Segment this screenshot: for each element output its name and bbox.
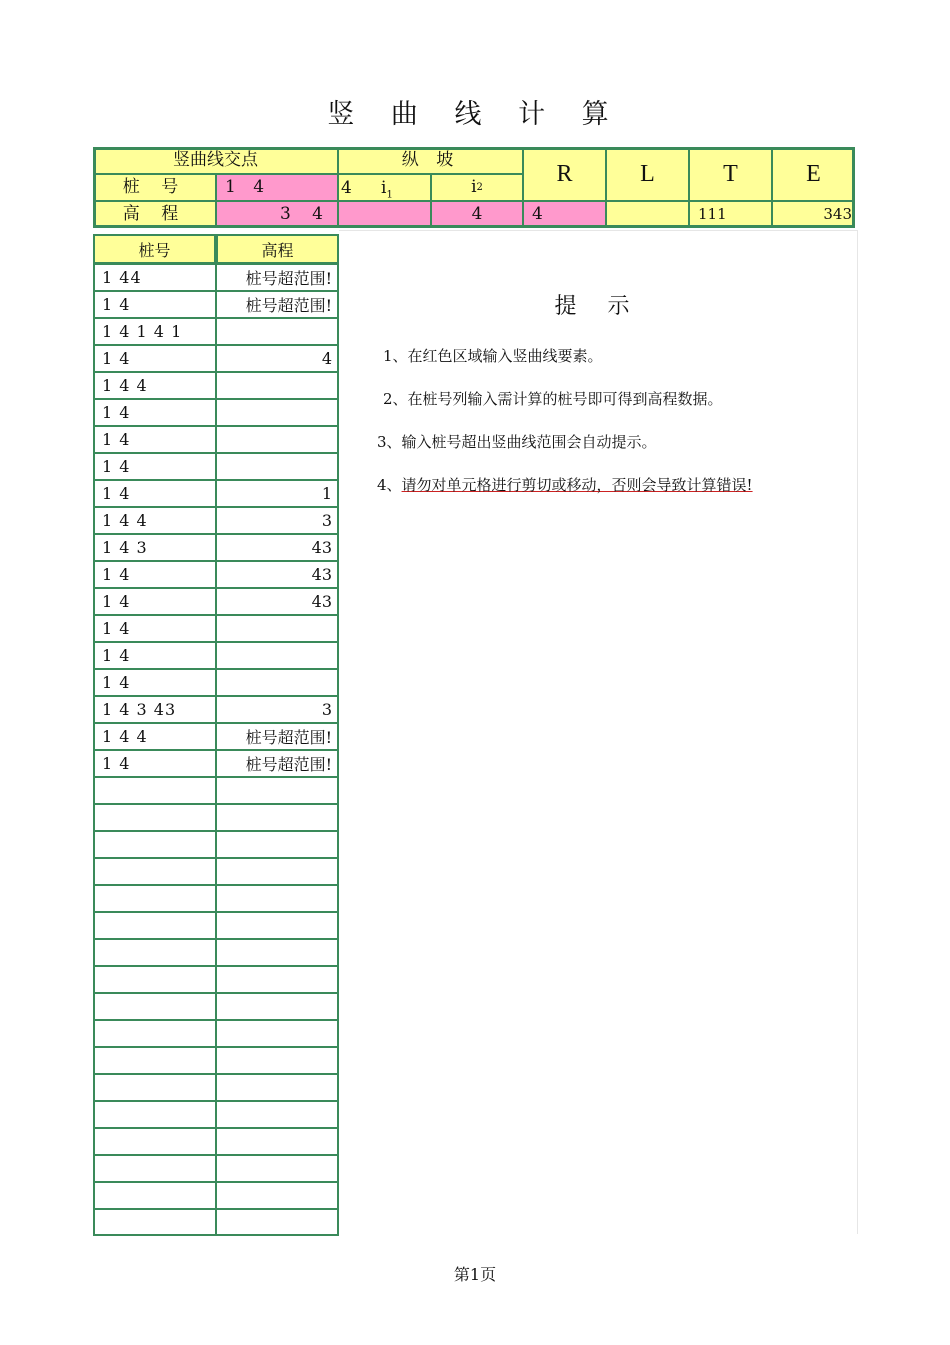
elevation-cell [216, 1101, 339, 1128]
elevation-cell: 43 [216, 561, 339, 588]
elevation-cell [216, 912, 339, 939]
stake-cell[interactable] [93, 1020, 216, 1047]
elevation-cell: 43 [216, 588, 339, 615]
elevation-cell [216, 1047, 339, 1074]
elevation-cell [216, 966, 339, 993]
i2-input[interactable]: 4 [431, 201, 523, 228]
tip-item-3: 3、输入桩号超出竖曲线范围会自动提示。 [377, 433, 657, 451]
E-value: 343 [772, 201, 855, 228]
elevation-cell: 桩号超范围! [216, 723, 339, 750]
stake-cell[interactable] [93, 1074, 216, 1101]
stake-cell[interactable]: 1 4 1 4 1 [93, 318, 216, 345]
stake-cell[interactable]: 1 4 [93, 426, 216, 453]
elevation-cell: 43 [216, 534, 339, 561]
elevation-cell [216, 993, 339, 1020]
tip-warning-text: 请勿对单元格进行剪切或移动，否则会导致计算错误! [401, 476, 753, 494]
elevation-cell [216, 615, 339, 642]
stake-cell[interactable]: 1 44 [93, 264, 216, 291]
elev-label: 高 程 [93, 201, 216, 228]
elevation-cell [216, 669, 339, 696]
elevation-cell [216, 885, 339, 912]
stake-cell[interactable] [93, 939, 216, 966]
stake-cell[interactable] [93, 885, 216, 912]
intersection-label: 竖曲线交点 [93, 147, 338, 174]
elevation-cell [216, 318, 339, 345]
i1-cell [338, 174, 431, 201]
stake-cell[interactable] [93, 858, 216, 885]
elevation-cell [216, 426, 339, 453]
stake-cell[interactable]: 1 4 [93, 291, 216, 318]
stake-cell[interactable] [93, 831, 216, 858]
stake-cell[interactable] [93, 966, 216, 993]
elevation-cell: 1 [216, 480, 339, 507]
stake-cell[interactable]: 1 4 4 [93, 507, 216, 534]
tips-title: 提 示 [554, 294, 642, 319]
stake-cell[interactable]: 1 4 3 [93, 534, 216, 561]
stake-cell[interactable]: 1 4 [93, 642, 216, 669]
stake-cell[interactable]: 1 4 4 [93, 723, 216, 750]
elevation-cell [216, 372, 339, 399]
elevation-cell [216, 831, 339, 858]
elevation-cell: 3 [216, 507, 339, 534]
R-label: R [523, 147, 606, 201]
stake-cell[interactable]: 1 4 [93, 750, 216, 777]
elevation-cell [216, 804, 339, 831]
tip-item-1: 1、在红色区域输入竖曲线要素。 [383, 347, 603, 365]
stake-cell[interactable] [93, 1047, 216, 1074]
stake-cell[interactable]: 1 4 [93, 399, 216, 426]
col-header-stake: 桩号 [93, 234, 216, 264]
stake-cell[interactable] [93, 1155, 216, 1182]
elevation-cell: 4 [216, 345, 339, 372]
tip-item-4: 4、请勿对单元格进行剪切或移动，否则会导致计算错误! [377, 476, 753, 494]
stake-cell[interactable]: 1 4 [93, 615, 216, 642]
elev-input[interactable]: 3 4 [216, 201, 338, 228]
stake-cell[interactable]: 1 4 [93, 561, 216, 588]
elevation-cell [216, 858, 339, 885]
col-header-elev: 高程 [216, 234, 339, 264]
elevation-cell: 桩号超范围! [216, 264, 339, 291]
elevation-cell: 3 [216, 696, 339, 723]
i1-prefix: 4 [341, 178, 352, 198]
R-input[interactable]: 4 [523, 201, 606, 228]
stake-cell[interactable] [93, 1128, 216, 1155]
grade-label: 纵 坡 [338, 147, 523, 174]
stake-cell[interactable] [93, 777, 216, 804]
elevation-cell [216, 453, 339, 480]
stake-cell[interactable]: 1 4 [93, 669, 216, 696]
i1-input[interactable] [338, 201, 431, 228]
stake-cell[interactable] [93, 993, 216, 1020]
elevation-cell [216, 1155, 339, 1182]
elevation-cell [216, 642, 339, 669]
page-number: 第1页 [453, 1265, 497, 1284]
elevation-cell [216, 1209, 339, 1236]
stake-cell[interactable]: 1 4 4 [93, 372, 216, 399]
stake-cell[interactable] [93, 804, 216, 831]
tip-item-2: 2、在桩号列输入需计算的桩号即可得到高程数据。 [383, 390, 723, 408]
elevation-cell [216, 1128, 339, 1155]
stake-cell[interactable]: 1 4 [93, 480, 216, 507]
stake-cell[interactable] [93, 1101, 216, 1128]
elevation-cell [216, 1074, 339, 1101]
elevation-cell: 桩号超范围! [216, 750, 339, 777]
page-title: 竖 曲 线 计 算 [327, 99, 623, 130]
stake-cell[interactable]: 1 4 [93, 345, 216, 372]
elevation-cell [216, 399, 339, 426]
elevation-cell [216, 939, 339, 966]
stake-label: 桩 号 [93, 174, 216, 201]
stake-cell[interactable]: 1 4 [93, 453, 216, 480]
T-label: T [689, 147, 772, 201]
elevation-cell [216, 1182, 339, 1209]
i1-label: $i_1$ [381, 178, 393, 201]
L-label: L [606, 147, 689, 201]
E-label: E [772, 147, 855, 201]
elevation-cell: 桩号超范围! [216, 291, 339, 318]
stake-input[interactable]: 1 4 [216, 174, 338, 201]
stake-cell[interactable] [93, 1182, 216, 1209]
stake-cell[interactable]: 1 4 3 43 [93, 696, 216, 723]
tips-panel [339, 230, 858, 1234]
elevation-cell [216, 1020, 339, 1047]
stake-cell[interactable] [93, 1209, 216, 1236]
T-value: 111 [689, 201, 772, 228]
stake-cell[interactable]: 1 4 [93, 588, 216, 615]
stake-cell[interactable] [93, 912, 216, 939]
L-value [606, 201, 689, 228]
elevation-cell [216, 777, 339, 804]
i2-label: i 2 [431, 174, 523, 201]
